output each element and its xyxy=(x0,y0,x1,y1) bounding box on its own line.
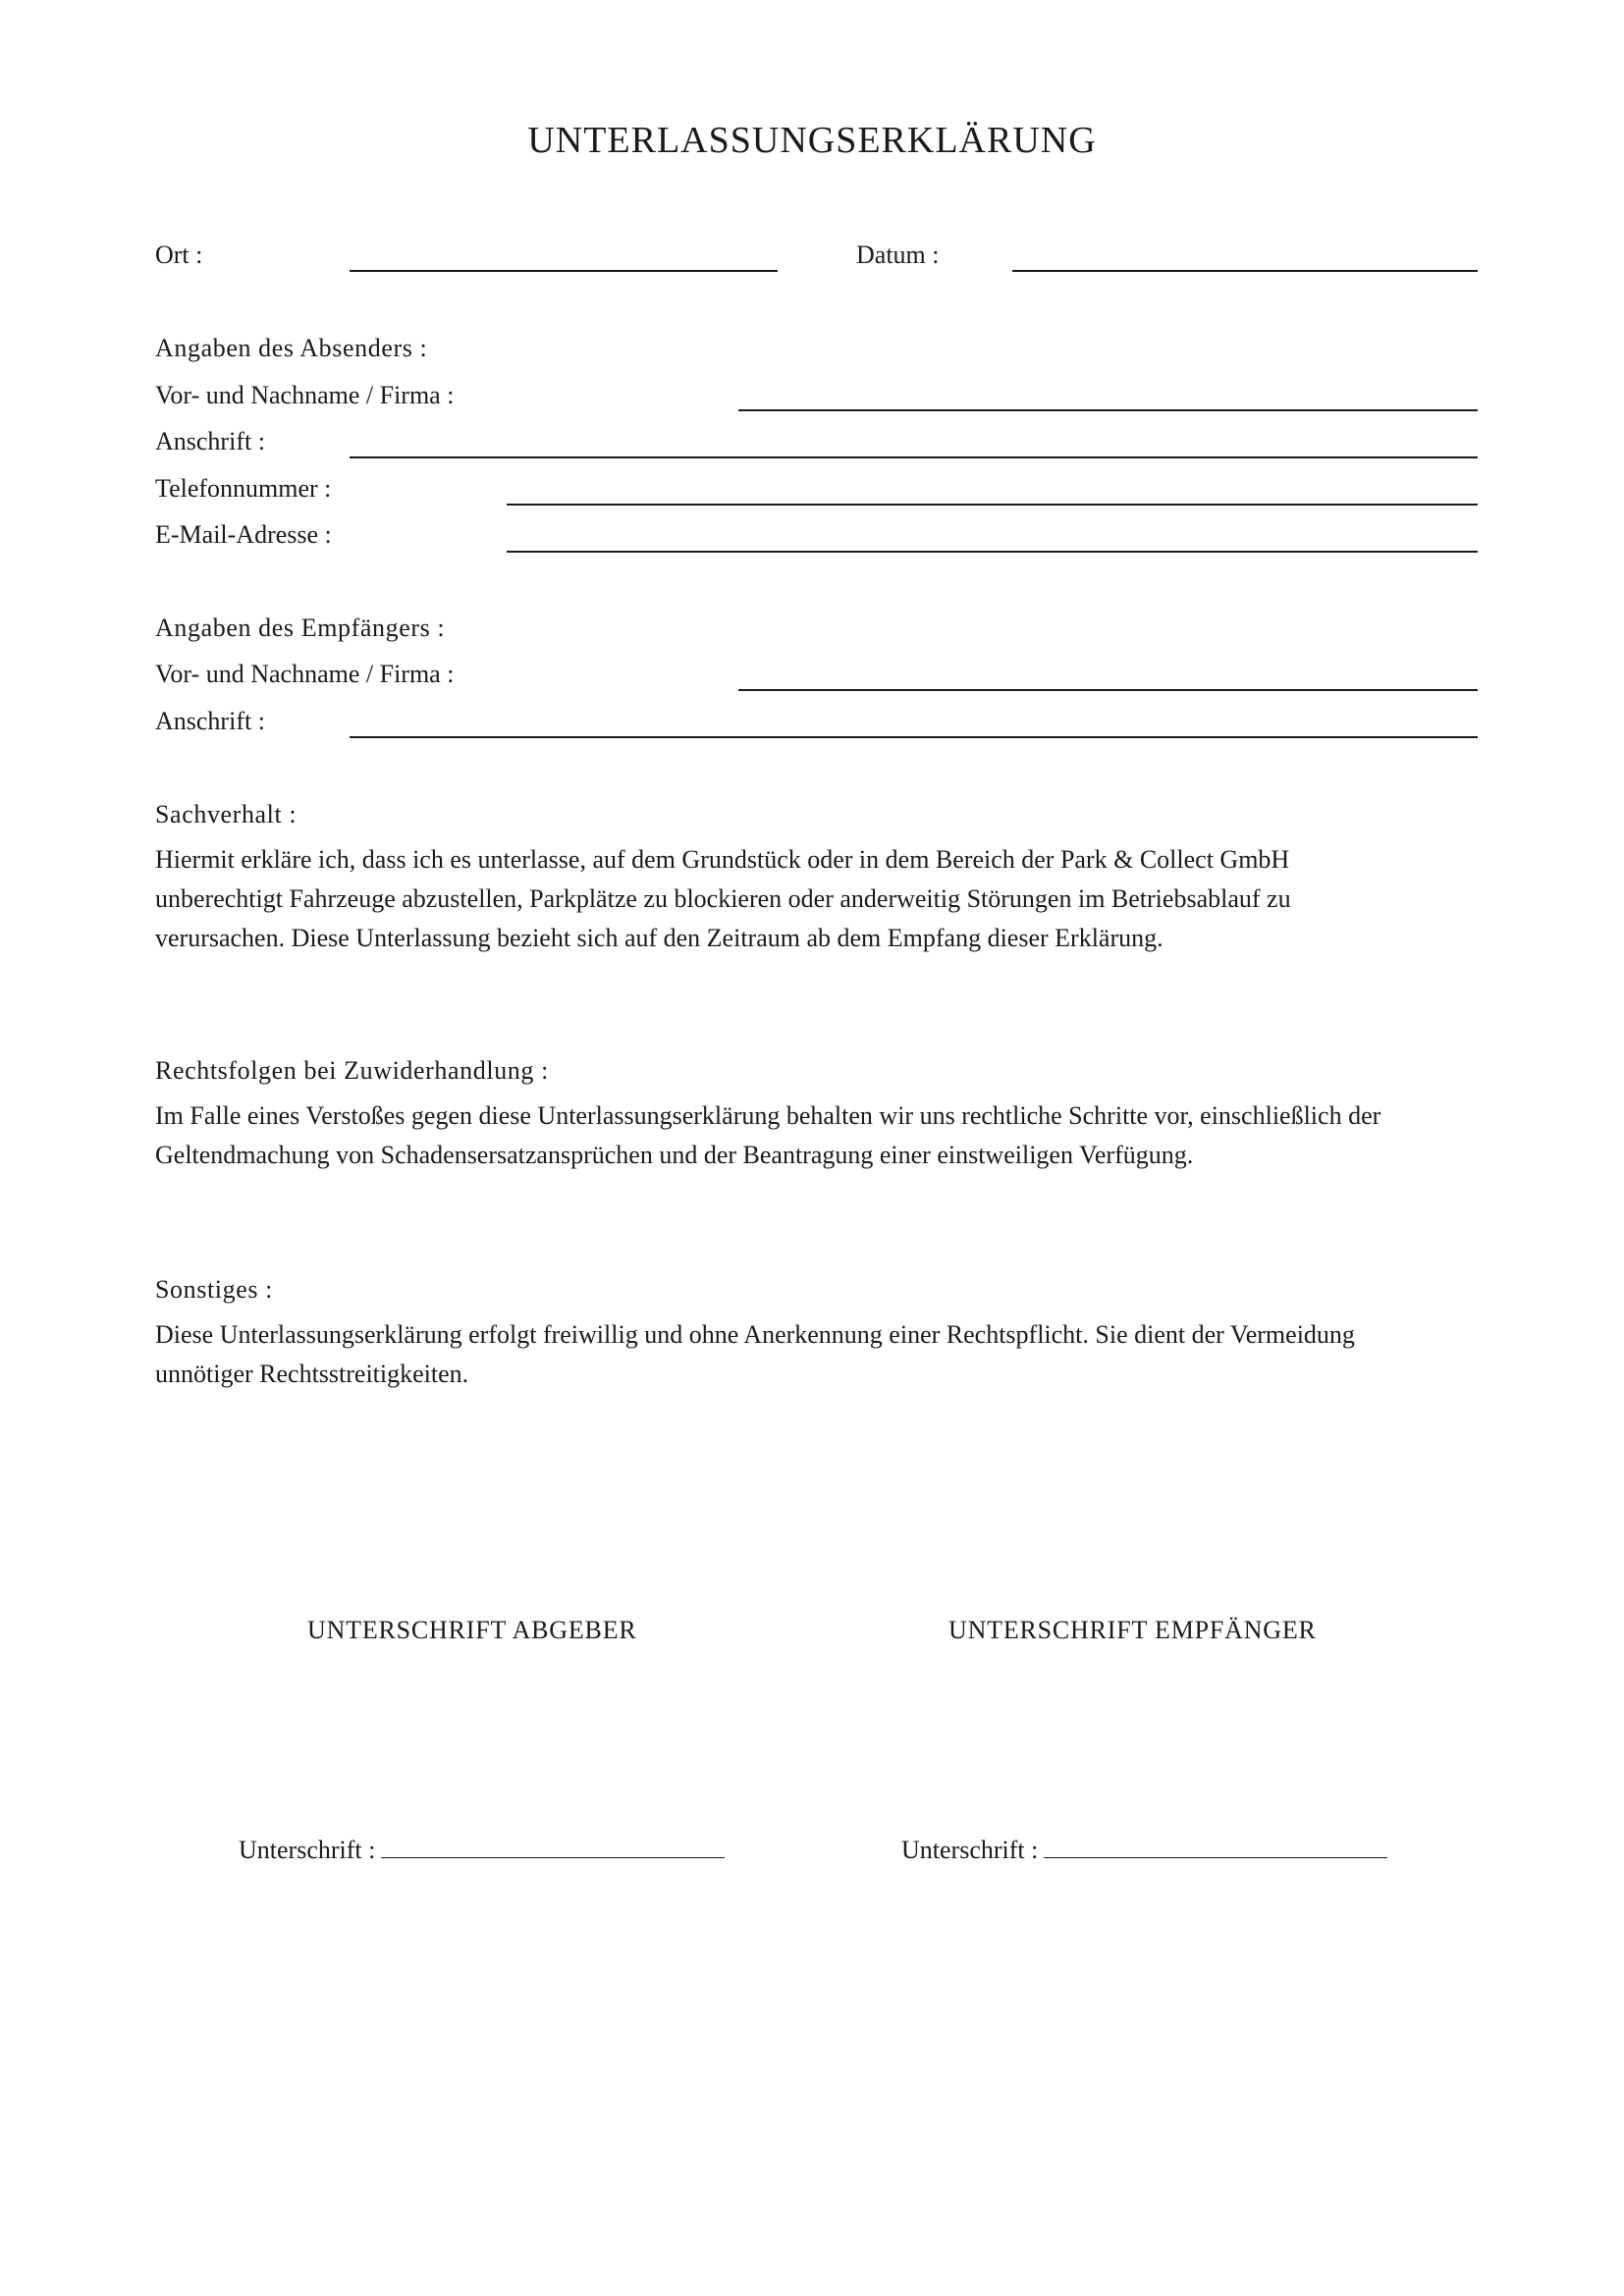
sachverhalt-line: unberechtigt Fahrzeuge abzustellen, Parkplätze zu blockieren oder anderweitig Störungen im Betriebsablauf zu xyxy=(155,884,1291,913)
document-title: UNTERLASSUNGSERKLÄRUNG xyxy=(527,120,1097,161)
signature-empfaenger-field[interactable] xyxy=(1044,1834,1387,1858)
ort-label: Ort : xyxy=(155,240,203,269)
sachverhalt-line: Hiermit erkläre ich, dass ich es unterlasse, auf dem Grundstück oder in dem Bereich der Park & Collect GmbH xyxy=(155,845,1290,874)
signature-heading-empfaenger: UNTERSCHRIFT EMPFÄNGER xyxy=(948,1616,1317,1644)
signature-abgeber-label: Unterschrift : xyxy=(239,1836,376,1864)
rechtsfolgen-heading: Rechtsfolgen bei Zuwiderhandlung : xyxy=(155,1056,549,1085)
sonstiges-heading: Sonstiges : xyxy=(155,1275,274,1304)
sachverhalt-text xyxy=(155,840,1490,958)
sonstiges-line: Diese Unterlassungserklärung erfolgt freiwillig und ohne Anerkennung einer Rechtspflicht. Sie dient der Vermeidung xyxy=(155,1320,1355,1349)
absender-anschrift-label: Anschrift : xyxy=(155,427,265,455)
absender-name-label: Vor- und Nachname / Firma : xyxy=(155,381,455,409)
empfaenger-heading: Angaben des Empfängers : xyxy=(155,614,446,642)
signature-empfaenger-label: Unterschrift : xyxy=(901,1836,1039,1864)
absender-telefon-field[interactable] xyxy=(507,504,1478,506)
datum-field[interactable] xyxy=(1012,270,1478,272)
absender-anschrift-field[interactable] xyxy=(350,456,1478,458)
signature-abgeber xyxy=(239,1834,725,1866)
signature-abgeber-field[interactable] xyxy=(381,1834,725,1858)
sonstiges-text xyxy=(155,1315,1490,1394)
ort-field[interactable] xyxy=(350,270,778,272)
sonstiges-line: unnötiger Rechtsstreitigkeiten. xyxy=(155,1360,469,1388)
rechtsfolgen-text xyxy=(155,1096,1490,1175)
empfaenger-name-field[interactable] xyxy=(738,689,1478,691)
absender-name-field[interactable] xyxy=(738,409,1478,411)
absender-heading: Angaben des Absenders : xyxy=(155,334,428,362)
absender-email-field[interactable] xyxy=(507,551,1478,553)
sachverhalt-heading: Sachverhalt : xyxy=(155,800,298,828)
empfaenger-anschrift-field[interactable] xyxy=(350,736,1478,738)
absender-email-label: E-Mail-Adresse : xyxy=(155,520,332,549)
sachverhalt-line: verursachen. Diese Unterlassung bezieht sich auf den Zeitraum ab dem Empfang dieser Erklärung. xyxy=(155,924,1164,952)
empfaenger-anschrift-label: Anschrift : xyxy=(155,707,265,735)
signature-empfaenger xyxy=(901,1834,1387,1866)
empfaenger-name-label: Vor- und Nachname / Firma : xyxy=(155,660,455,688)
absender-telefon-label: Telefonnummer : xyxy=(155,474,332,503)
rechtsfolgen-line: Geltendmachung von Schadensersatzansprüchen und der Beantragung einer einstweiligen Verfügung. xyxy=(155,1141,1194,1169)
signature-heading-abgeber: UNTERSCHRIFT ABGEBER xyxy=(307,1616,637,1644)
datum-label: Datum : xyxy=(856,240,940,269)
rechtsfolgen-line: Im Falle eines Verstoßes gegen diese Unterlassungserklärung behalten wir uns rechtliche Schritte vor, einschließlich der xyxy=(155,1101,1381,1130)
